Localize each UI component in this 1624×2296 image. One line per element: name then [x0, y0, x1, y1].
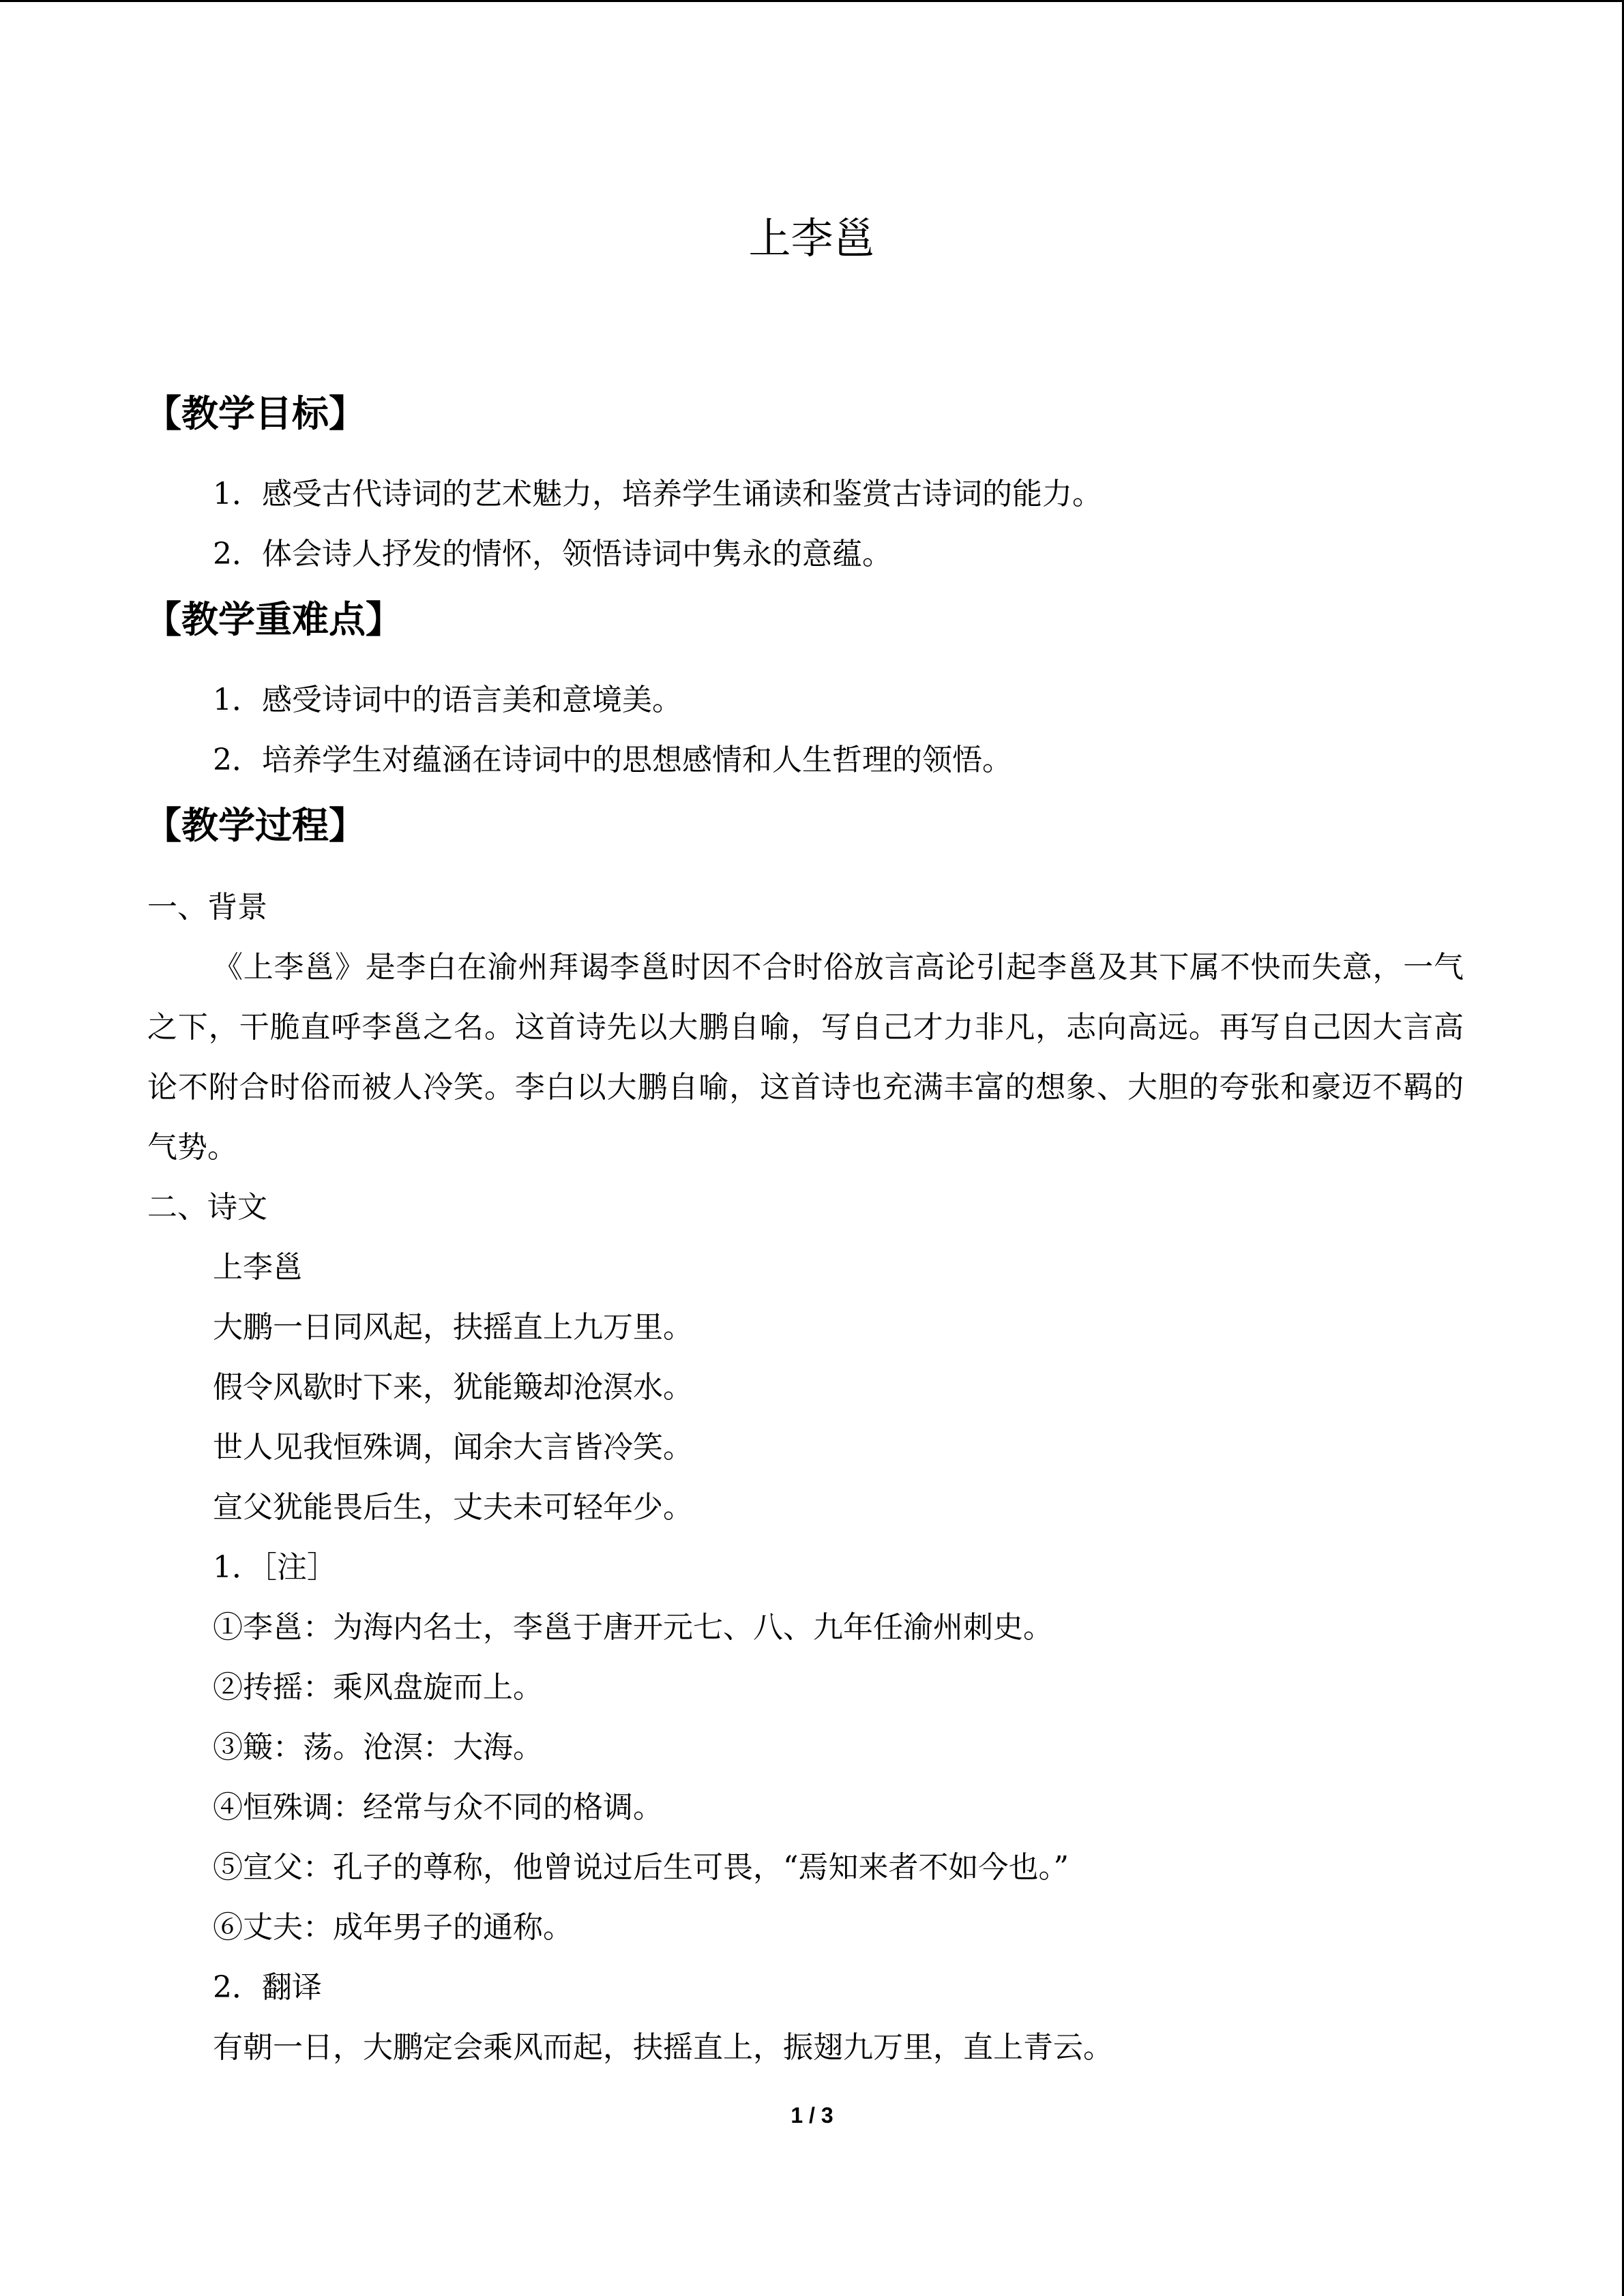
heading-process: 【教学过程】 [145, 804, 366, 847]
translation-heading: 2．翻译 [213, 1970, 322, 2005]
note-item-5: ⑤宣父：孔子的尊称，他曾说过后生可畏，“焉知来者不如今也。” [213, 1850, 1069, 1885]
heading-key-points: 【教学重难点】 [145, 598, 402, 641]
poem-line-1: 大鹏一日同风起，扶摇直上九万里。 [213, 1310, 693, 1345]
key-point-item-2: 2．培养学生对蕴涵在诗词中的思想感情和人生哲理的领悟。 [213, 743, 1012, 777]
heading-goals: 【教学目标】 [145, 392, 366, 435]
page-number: 1 / 3 [791, 2103, 833, 2128]
notes-heading: 1．［注］ [213, 1550, 337, 1585]
goal-item-1: 1．感受古代诗词的艺术魅力，培养学生诵读和鉴赏古诗词的能力。 [213, 477, 1102, 511]
note-item-2: ②抟摇：乘风盘旋而上。 [213, 1670, 543, 1705]
poem-heading: 二、诗文 [147, 1190, 267, 1225]
poem-line-2: 假令风歇时下来，犹能簸却沧溟水。 [213, 1370, 693, 1405]
poem-line-4: 宣父犹能畏后生，丈夫未可轻年少。 [213, 1490, 693, 1525]
poem-title: 上李邕 [213, 1250, 303, 1285]
note-item-3: ③簸：荡。沧溟：大海。 [213, 1730, 543, 1765]
page-border-top [0, 0, 1624, 2]
note-item-4: ④恒殊调：经常与众不同的格调。 [213, 1790, 663, 1825]
background-paragraph: 《上李邕》是李白在渝州拜谒李邕时因不合时俗放言高论引起李邕及其下属不快而失意，一气之下，干脆直呼李邕之名。这首诗先以大鹏自喻，写自己才力非凡，志向高远。再写自己因大言高论不附合时俗而被人冷笑。李白以大鹏自喻，这首诗也充满丰富的想象、大胆的夸张和豪迈不羁的气势。 [147, 950, 1464, 1165]
key-point-item-1: 1．感受诗词中的语言美和意境美。 [213, 683, 682, 717]
goal-item-2: 2．体会诗人抒发的情怀，领悟诗词中隽永的意蕴。 [213, 537, 892, 571]
page-title: 上李邕 [748, 213, 876, 263]
note-item-6: ⑥丈夫：成年男子的通称。 [213, 1910, 573, 1945]
poem-line-3: 世人见我恒殊调，闻余大言皆冷笑。 [213, 1430, 693, 1465]
translation-line-1: 有朝一日，大鹏定会乘风而起，扶摇直上，振翅九万里，直上青云。 [213, 2030, 1113, 2065]
background-heading: 一、背景 [147, 890, 267, 925]
note-item-1: ①李邕：为海内名士，李邕于唐开元七、八、九年任渝州刺史。 [213, 1610, 1053, 1645]
